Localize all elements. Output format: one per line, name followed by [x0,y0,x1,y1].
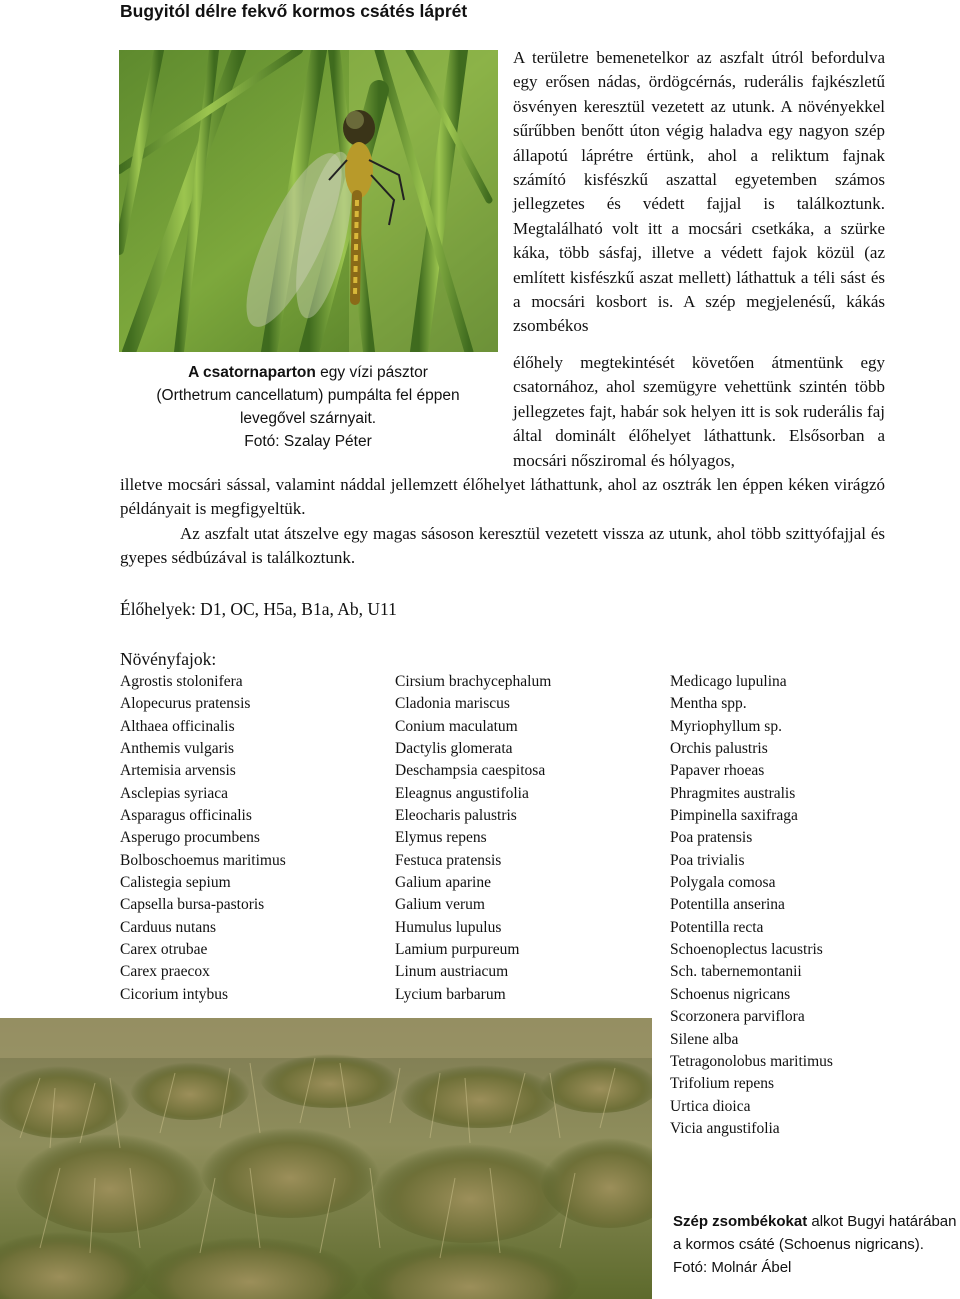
species-item: Bolboschoemus maritimus [120,851,286,869]
species-item: Linum austriacum [395,963,509,981]
species-item: Asparagus officinalis [120,807,252,825]
species-item: Lamium purpureum [395,941,520,959]
caption-bold: A csatornaparton [188,364,316,381]
species-item: Tetragonolobus maritimus [670,1052,833,1070]
species-item: Elymus repens [395,829,487,847]
species-item: Potentilla recta [670,918,764,936]
species-item: Schoenus nigricans [670,985,791,1003]
species-heading: Növényfajok: [120,649,217,669]
species-item: Medicago lupulina [670,673,787,690]
species-item: Vicia angustifolia [670,1119,780,1137]
species-item: Conium maculatum [395,717,518,735]
species-item: Dactylis glomerata [395,740,513,758]
intro-paragraph-bottom: illetve mocsári sással, valamint náddal jellemzett élőhelyet láthattunk, ahol az osztrák len éppen kéken virágzó példányait is megfigyeltük. [120,475,885,519]
species-item: Deschampsia caespitosa [395,762,546,780]
species-item: Poa pratensis [670,829,753,847]
photo-credit: Fotó: Szalay Péter [244,433,372,450]
species-item: Calistegia sepium [120,874,231,892]
species-list-col2 [395,671,655,1006]
species-item: Carex otrubae [120,941,208,959]
species-item: Anthemis vulgaris [120,740,235,758]
species-item: Agrostis stolonifera [120,673,243,690]
caption-text: alkot Bugyi határában [807,1213,957,1230]
species-item: Schoenoplectus lacustris [670,941,823,959]
caption-text: levegővel szárnyait. [239,410,377,427]
species-item: Urtica dioica [670,1097,751,1115]
species-item: Cladonia mariscus [395,695,510,713]
species-item: Galium verum [395,896,485,914]
dragonfly-caption [122,361,494,453]
species-item: Lycium barbarum [395,985,506,1003]
species-item: Polygala comosa [670,874,776,892]
photo-credit: Fotó: Molnár Ábel [673,1259,792,1276]
species-item: Humulus lupulus [395,918,502,936]
species-item: Phragmites australis [670,784,796,802]
species-item: Potentilla anserina [670,896,785,914]
species-item: Papaver rhoeas [670,762,765,780]
species-item: Capsella bursa-pastoris [120,896,265,914]
intro-paragraph-top: A területre bemenetelkor az aszfalt útról befordulva egy erősen nádas, ördögcérnás, ruderális fajkészletű ösvényen keresztül vezetett az utunk. A növényekkel sűrűbben benőtt úton végig haladva egy nagyon szép állapotú láprétre értünk, ahol a reliktum fajnak számító kisfészkű aszattal egyetemben számos jellegzetes és védett fajjal is találkoztunk. Megtalálható volt itt a mocsári csetkáka, a szürke káka, több sásfaj, illetve a védett fajok közül (az említett kisfészkű aszat mellett) láthattuk a téli sást és a mocsári kosbort is. A szép megjelenésű, kákás zsombékos [513,48,885,336]
species-item: Carex praecox [120,963,210,981]
species-item: Scorzonera parviflora [670,1008,805,1026]
species-item: Eleagnus angustifolia [395,784,529,802]
species-item: Asclepias syriaca [120,784,229,802]
species-item: Artemisia arvensis [120,762,236,780]
species-item: Orchis palustris [670,740,768,758]
species-item: Silene alba [670,1030,739,1048]
page-title: Bugyitól délre fekvő kormos csátés láprét [120,1,468,21]
species-item: Althaea officinalis [120,717,235,735]
intro-paragraph-mid: élőhely megtekintését követően átmentünk egy csatornához, ahol szemügyre vehettünk szintén több jellegzetes fajt, habár sok helyen itt is sok ruderális faj által dominált élőhelyet láthattunk. Elsősorban a mocsári nősziromal és hólyagos, [513,353,885,470]
species-list-col1 [120,671,380,1006]
species-item: Cirsium brachycephalum [395,673,552,690]
species-item: Carduus nutans [120,918,217,936]
meadow-caption [673,1210,960,1279]
species-item: Eleocharis palustris [395,807,517,825]
habitats-line: Élőhelyek: D1, OC, H5a, B1a, Ab, U11 [120,599,397,619]
second-paragraph: Az aszfalt utat átszelve egy magas sásoson keresztül vezetett vissza az utunk, ahol több szittyófajjal és gyepes sédbúzával is találkoztunk. [120,524,885,568]
species-list-col3 [670,671,930,1140]
species-item: Pimpinella saxifraga [670,807,798,825]
species-item: Galium aparine [395,874,491,892]
species-item: Alopecurus pratensis [120,695,251,713]
species-item: Myriophyllum sp. [670,717,782,735]
species-item: Mentha spp. [670,695,747,713]
species-item: Asperugo procumbens [120,829,260,847]
caption-text: a kormos csáté (Schoenus nigricans). [673,1236,924,1253]
meadow-photo [0,1018,652,1299]
dragonfly-photo [119,50,498,352]
species-item: Sch. tabernemontanii [670,963,802,981]
species-item: Festuca pratensis [395,851,502,869]
caption-bold: Szép zsombékokat [673,1213,808,1230]
caption-text: (Orthetrum cancellatum) pumpálta fel éppen [156,387,460,404]
species-item: Poa trivialis [670,851,745,869]
species-item: Trifolium repens [670,1075,775,1093]
caption-text: egy vízi pásztor [315,364,428,381]
species-item: Cicorium intybus [120,985,229,1003]
